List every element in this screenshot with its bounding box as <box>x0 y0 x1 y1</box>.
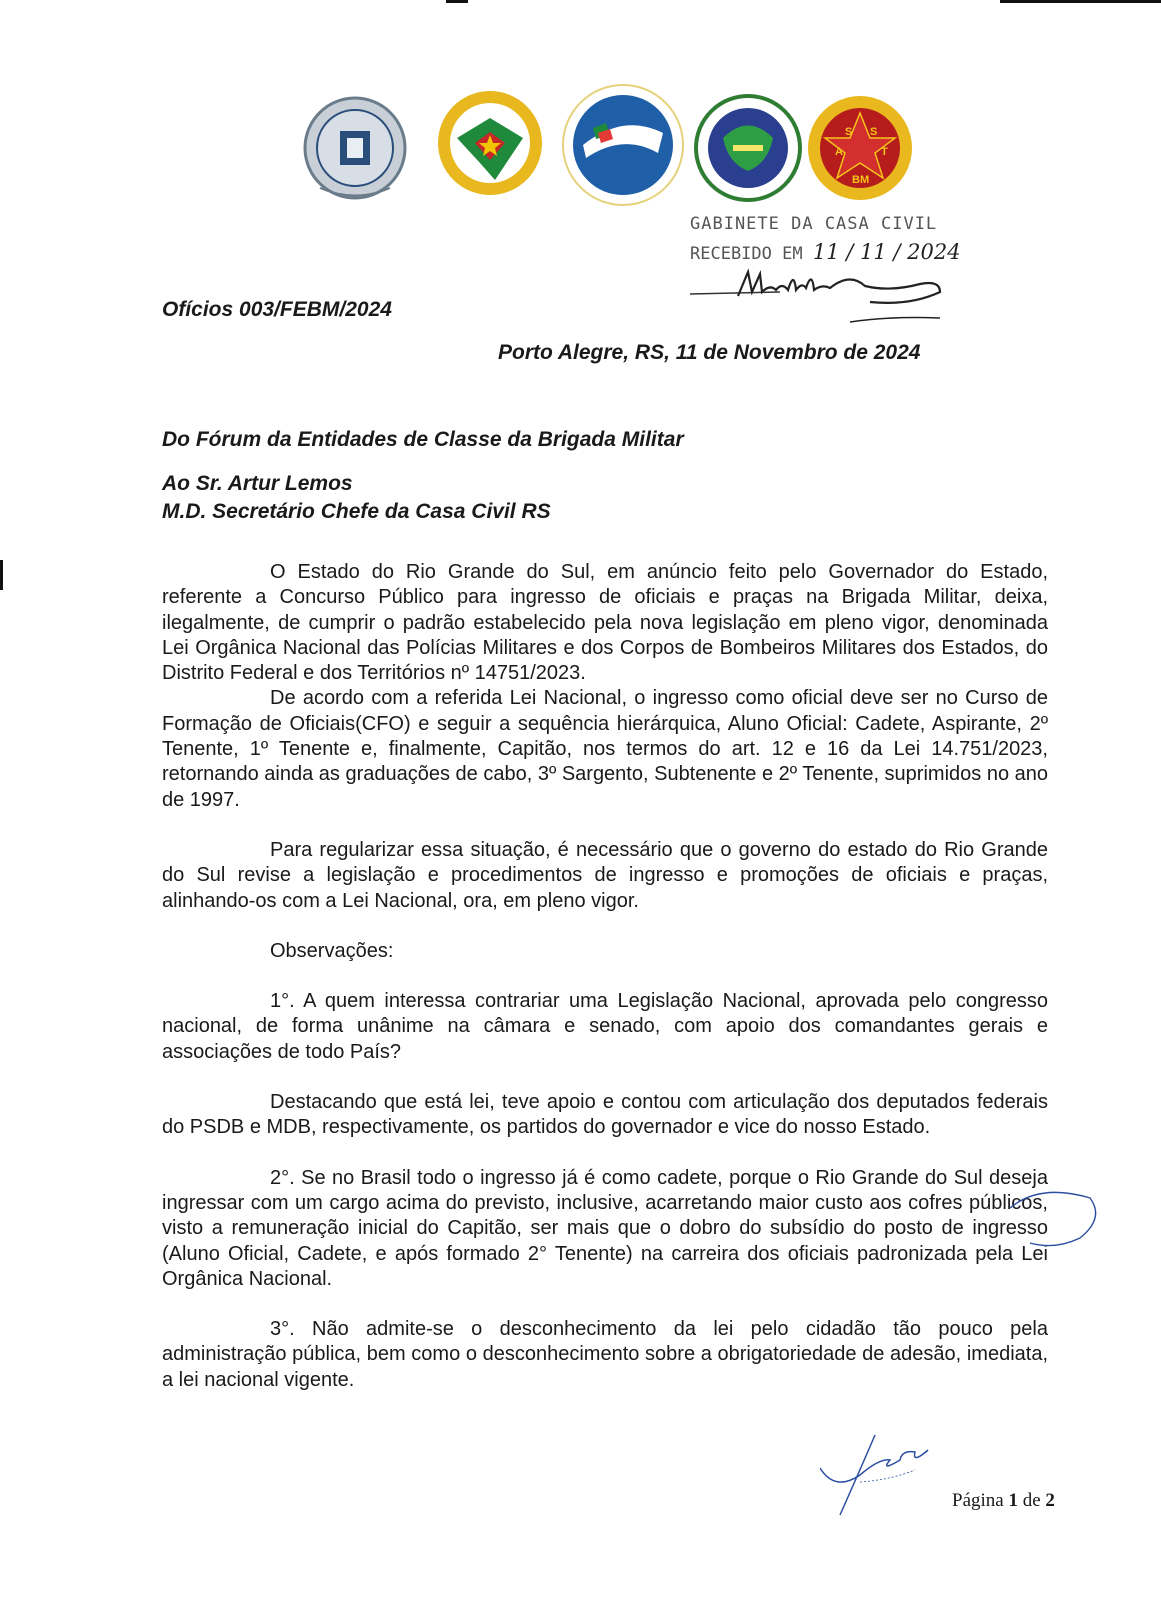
paragraph-3: Para regularizar essa situação, é necessário que o governo do estado do Rio Grande do Sul revise a legislação e procedimentos de ingresso e promoções de oficiais e praças, alinhando-os com a Lei Nacional, ora, em pleno vigor. <box>162 838 1048 912</box>
svg-text:BM: BM <box>852 174 870 186</box>
logo-abame <box>435 88 545 203</box>
item-3: 3°. Não admite-se o desconhecimento da lei pelo cidadão tão pouco pela administração pública, bem como o desconhecimento sobre a obrigatoriedade de adesão, imediata, a lei nacional vigente. <box>162 1318 1048 1391</box>
paragraph-4: Destacando que está lei, teve apoio e contou com articulação dos deputados federais do PSDB e MDB, respectivamente, os partidos do governador e vice do nosso Estado. <box>162 1091 1048 1139</box>
letter-body <box>162 560 1048 1393</box>
sender: Do Fórum da Entidades de Classe da Brigada Militar <box>162 428 684 451</box>
received-stamp <box>690 214 1020 264</box>
stamp-signature <box>690 262 990 332</box>
logo-assbm <box>805 93 915 208</box>
svg-text:S: S <box>845 126 853 138</box>
reference-number: Ofícios 003/FEBM/2024 <box>162 298 392 321</box>
initials-signature <box>820 1430 940 1520</box>
entity-logos <box>300 88 940 218</box>
svg-text:T: T <box>881 146 888 158</box>
item-1: 1°. A quem interessa contrariar uma Legislação Nacional, aprovada pelo congresso nacional, de forma unânime na câmara e senado, com apoio dos comandantes gerais e associações de todo País? <box>162 990 1048 1063</box>
observations-heading: Observações: <box>270 939 394 962</box>
page-of: de <box>1022 1490 1041 1511</box>
page-total: 2 <box>1045 1490 1055 1511</box>
scan-mark-left <box>0 560 3 590</box>
recipient-title: M.D. Secretário Chefe da Casa Civil RS <box>162 500 551 523</box>
scan-mark-top-right <box>1000 0 1161 3</box>
svg-text:A: A <box>835 146 843 158</box>
stamp-received <box>690 240 1020 264</box>
page-number <box>952 1490 1055 1512</box>
stamp-office: GABINETE DA CASA CIVIL <box>690 214 938 234</box>
place-and-date: Porto Alegre, RS, 11 de Novembro de 2024 <box>498 341 921 364</box>
item-2: 2°. Se no Brasil todo o ingresso já é como cadete, porque o Rio Grande do Sul deseja ingressar com um cargo acima do previsto, inclusive, acarretando maior custo aos cofres públicos, visto a remuneração inicial do Capitão, ser mais que o dobro do subsídio do posto de ingresso (Aluno Oficial, Cadete, e após formado 2° Tenente) na carreira dos oficiais padronizada pela Lei Orgânica Nacional. <box>162 1166 1048 1290</box>
logo-seal-1 <box>300 93 410 208</box>
scan-mark-top-left <box>446 0 468 3</box>
page-current: 1 <box>1008 1490 1018 1511</box>
logo-seal-green <box>693 93 803 208</box>
stamp-received-label: RECEBIDO EM <box>690 244 803 264</box>
paragraph-2: De acordo com a referida Lei Nacional, o ingresso como oficial deve ser no Curso de Formação de Oficiais(CFO) e seguir a sequência hierárquica, Aluno Oficial: Cadete, Aspirante, 2º Tenente, 1º Tenente e, finalmente, Capitão, nos termos do art. 12 e 16 da Lei 14.751/2023, retornando ainda as graduações de cabo, 3º Sargento, Subtenente e 2º Tenente, suprimidos no ano de 1997. <box>162 687 1048 811</box>
svg-text:S: S <box>870 126 878 138</box>
handwritten-circle <box>1000 1188 1110 1258</box>
recipient-name: Ao Sr. Artur Lemos <box>162 472 353 495</box>
recipient <box>162 470 551 526</box>
logo-ferpmbm <box>558 83 688 208</box>
paragraph-1: O Estado do Rio Grande do Sul, em anúncio feito pelo Governador do Estado, referente a Concurso Público para ingresso de oficiais e praças na Brigada Militar, deixa, ilegalmente, de cumprir o padrão estabelecido pela nova legislação em pleno vigor, denominada Lei Orgânica Nacional das Polícias Militares e dos Corpos de Bombeiros Militares dos Estados, do Distrito Federal e dos Territórios nº 14751/2023. <box>162 561 1048 685</box>
stamp-date: 11 / 11 / 2024 <box>812 240 961 264</box>
page-label: Página <box>952 1490 1004 1511</box>
